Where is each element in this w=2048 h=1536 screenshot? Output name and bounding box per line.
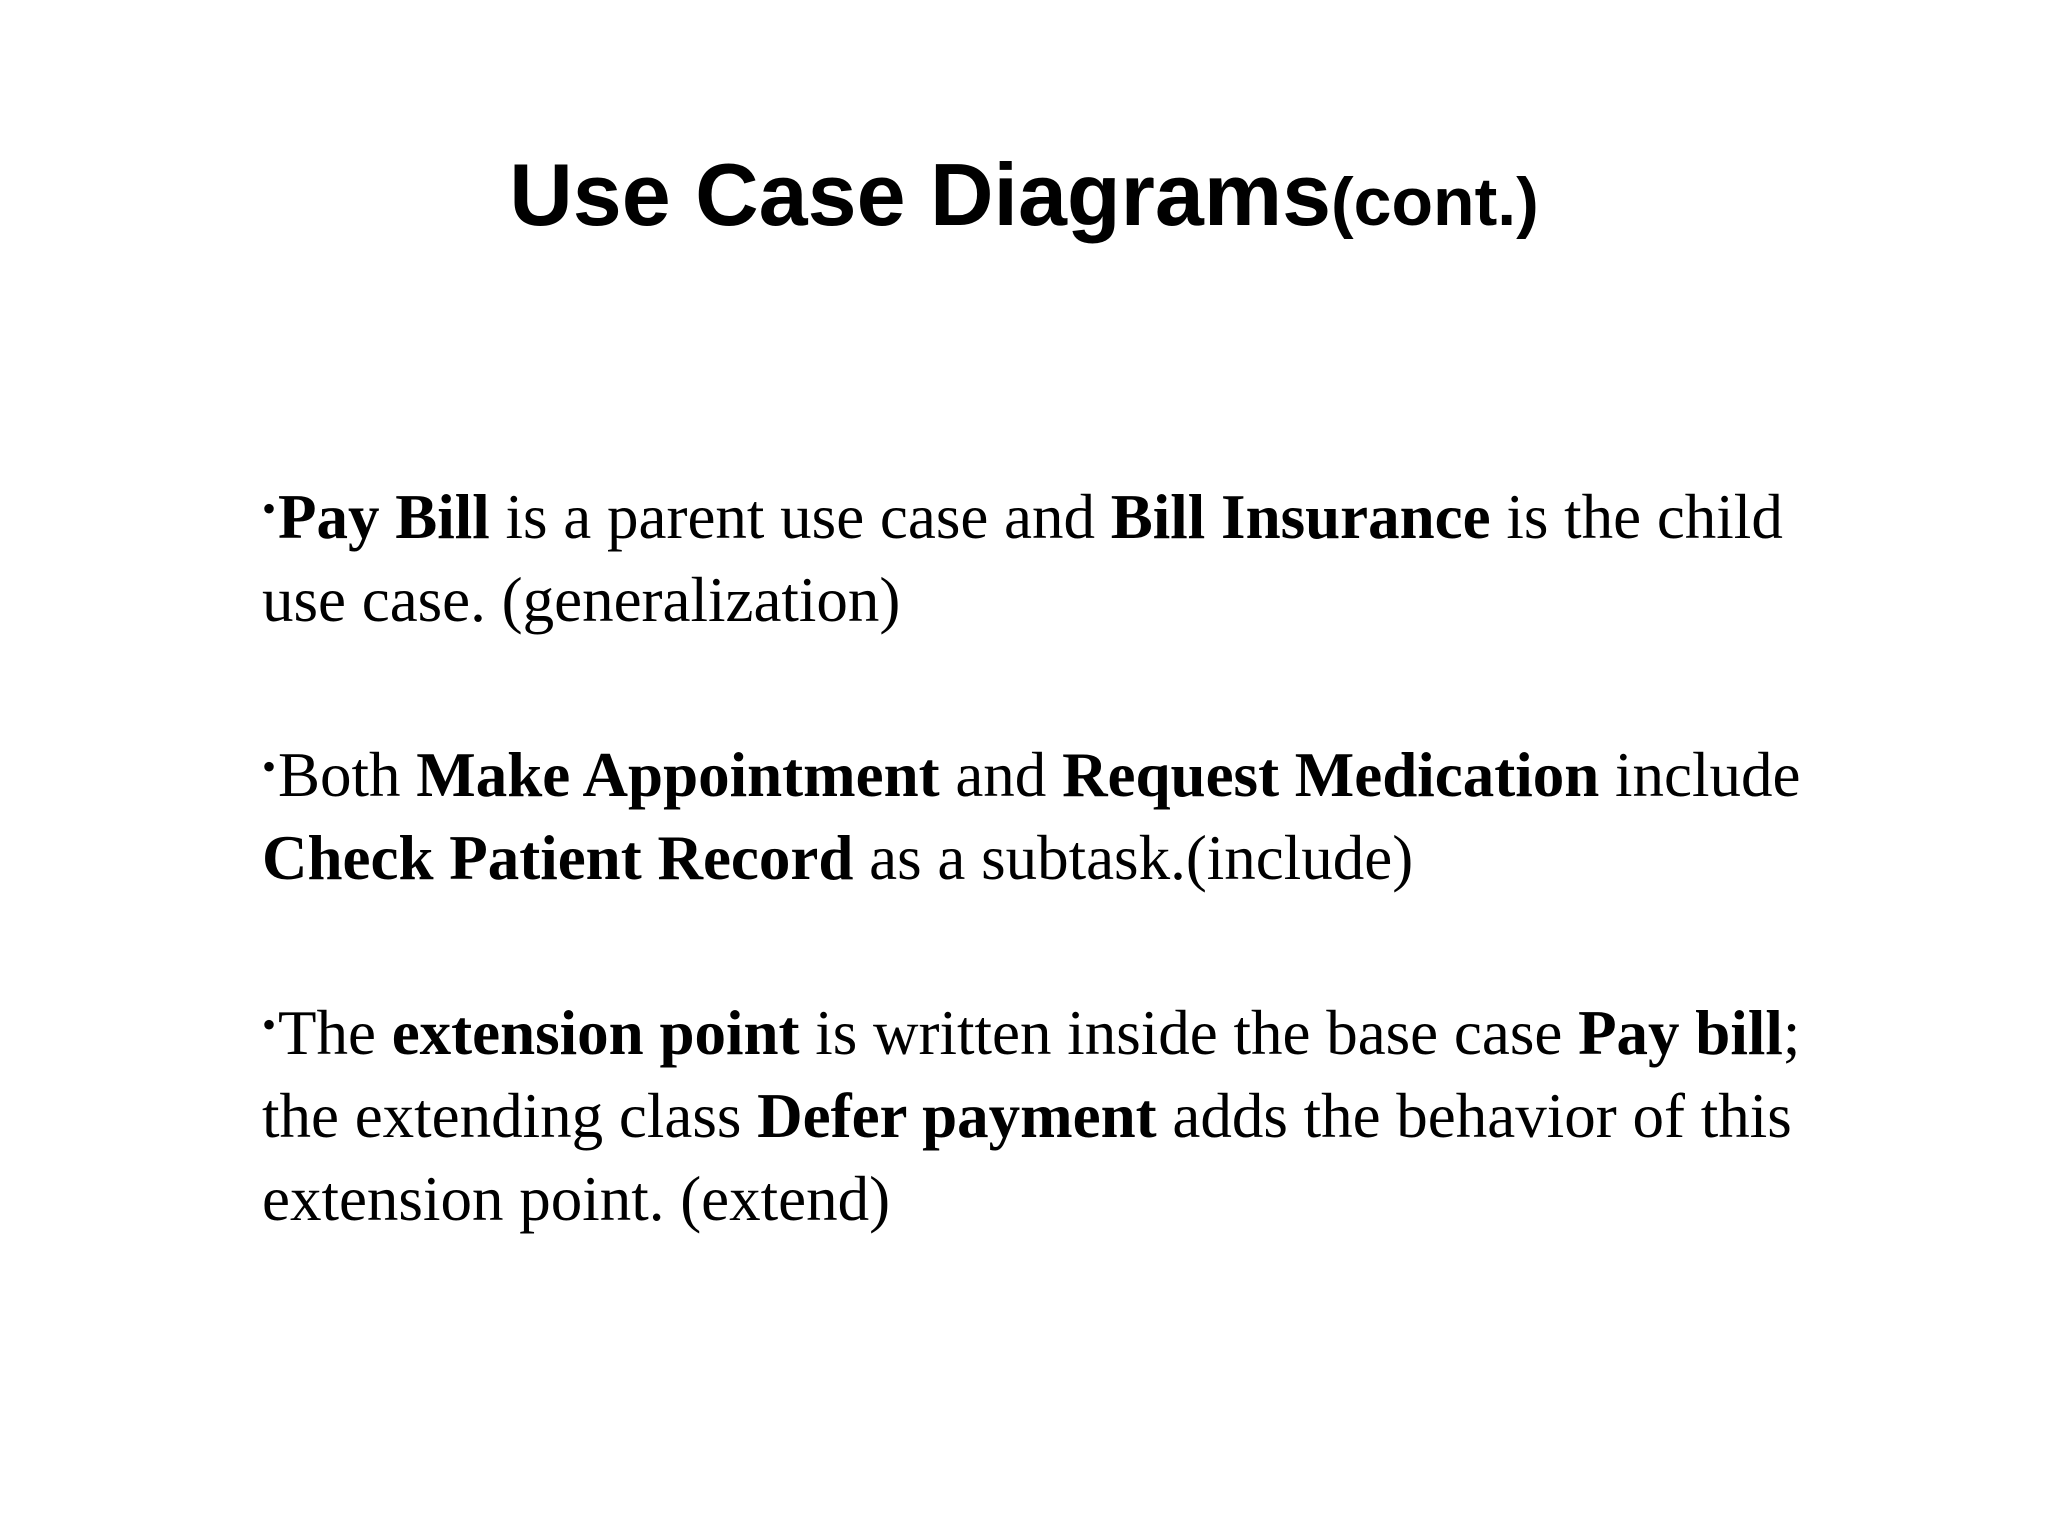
bullet-text: is a parent use case and <box>489 482 1111 552</box>
term-pay-bill: Pay Bill <box>278 482 490 552</box>
bullet-text: adds the behavior of this extension point. (extend) <box>262 1081 1792 1234</box>
term-check-patient-record: Check Patient Record <box>262 823 854 893</box>
bullet-list <box>262 467 1862 1241</box>
slide-title-suffix: (cont.) <box>1331 164 1539 240</box>
bullet-dot: • <box>262 744 277 789</box>
term-make-appointment: Make Appointment <box>416 740 940 810</box>
bullet-text: is the child use case. (generalization) <box>262 482 1783 635</box>
bullet-dot: • <box>262 1002 277 1047</box>
term-bill-insurance: Bill Insurance <box>1110 482 1491 552</box>
bullet-text: Both <box>278 740 417 810</box>
bullet-text: ; the extending class <box>262 998 1801 1151</box>
bullet-text: is written inside the base case <box>799 998 1579 1068</box>
slide-title-main: Use Case Diagrams <box>509 145 1332 244</box>
bullet-generalization <box>262 467 1862 642</box>
bullet-dot: • <box>262 486 277 531</box>
term-defer-payment: Defer payment <box>757 1081 1157 1151</box>
term-pay-bill-base: Pay bill <box>1578 998 1783 1068</box>
term-extension-point: extension point <box>391 998 800 1068</box>
bullet-extend <box>262 983 1862 1241</box>
bullet-text: The <box>278 998 392 1068</box>
term-request-medication: Request Medication <box>1062 740 1600 810</box>
bullet-text: as a subtask.(include) <box>853 823 1414 893</box>
bullet-text: include <box>1599 740 1801 810</box>
bullet-include <box>262 725 1862 900</box>
slide-title <box>0 140 2048 257</box>
bullet-text: and <box>939 740 1063 810</box>
